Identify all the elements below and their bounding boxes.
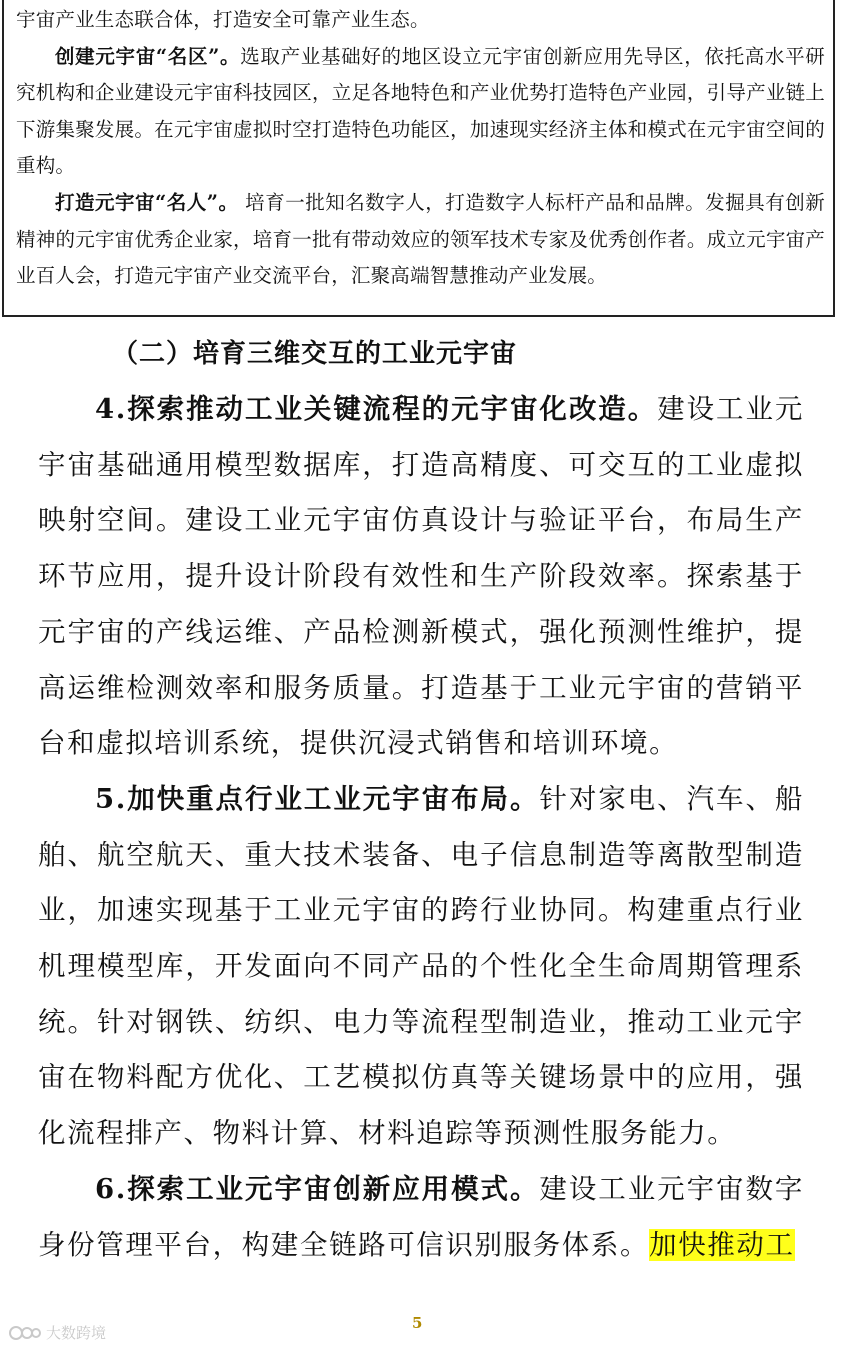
highlighted-text: 加快推动工	[649, 1228, 795, 1261]
item-4-text: 建设工业元宇宙基础通用模型数据库，打造高精度、可交互的工业虚拟映射空间。建设工业元宇宙仿真设计与验证平台，布局生产环节应用，提升设计阶段有效性和生产阶段效率。探索基于元宇宙的产线运维、产品检测新模式，强化预测性维护，提高运维检测效率和服务质量。打造基于工业元宇宙的营销平台和虚拟培训系统，提供沉浸式销售和培训环境。	[38, 393, 804, 760]
item-6-lead: 6.探索工业元宇宙创新应用模式。	[95, 1172, 540, 1205]
box-paragraph-3-lead: 打造元宇宙“名人”。	[55, 190, 239, 214]
box-paragraph-3	[16, 185, 825, 295]
boxed-excerpt	[2, 0, 835, 317]
box-paragraph-2-text: 选取产业基础好的地区设立元宇宙创新应用先导区，依托高水平研究机构和企业建设元宇宙科技园区，立足各地特色和产业优势打造特色产业园，引导产业链上下游集聚发展。在元宇宙虚拟时空打造特色功能区，加速现实经济主体和模式在元宇宙空间的重构。	[16, 44, 825, 178]
section-heading: （二）培育三维交互的工业元宇宙	[112, 339, 518, 369]
main-body	[38, 382, 804, 1273]
item-paragraph-4	[38, 382, 804, 772]
box-paragraph-3-text: 培育一批知名数字人，打造数字人标杆产品和品牌。发掘具有创新精神的元宇宙优秀企业家，培育一批有带动效应的领军技术专家及优秀创作者。成立元宇宙产业百人会，打造元宇宙产业交流平台，汇聚高端智慧推动产业发展。	[16, 190, 826, 288]
page-number: 5	[412, 1314, 423, 1332]
logo-mark-icon	[8, 1323, 42, 1343]
box-paragraph-2-lead: 创建元宇宙“名区”。	[55, 44, 241, 68]
item-6-text: 建设工业元宇宙数字身份管理平台，构建全链路可信识别服务体系。	[38, 1172, 804, 1261]
item-5-text: 针对家电、汽车、船舶、航空航天、重大技术装备、电子信息制造等离散型制造业，加速实现基于工业元宇宙的跨行业协同。构建重点行业机理模型库，开发面向不同产品的个性化全生命周期管理系统。针对钢铁、纺织、电力等流程型制造业，推动工业元宇宙在物料配方优化、工艺模拟仿真等关键场景中的应用，强化流程排产、物料计算、材料追踪等预测性服务能力。	[38, 782, 804, 1150]
watermark	[8, 1322, 106, 1343]
item-paragraph-5	[38, 772, 804, 1162]
box-paragraph-1: 宇宙产业生态联合体，打造安全可靠产业生态。	[16, 8, 430, 31]
box-paragraph-2	[16, 39, 825, 185]
item-paragraph-6	[38, 1162, 804, 1273]
item-4-lead: 4.探索推动工业关键流程的元宇宙化改造。	[95, 393, 658, 425]
watermark-text: 大数跨境	[46, 1324, 107, 1342]
item-5-lead: 5.加快重点行业工业元宇宙布局。	[95, 782, 540, 815]
